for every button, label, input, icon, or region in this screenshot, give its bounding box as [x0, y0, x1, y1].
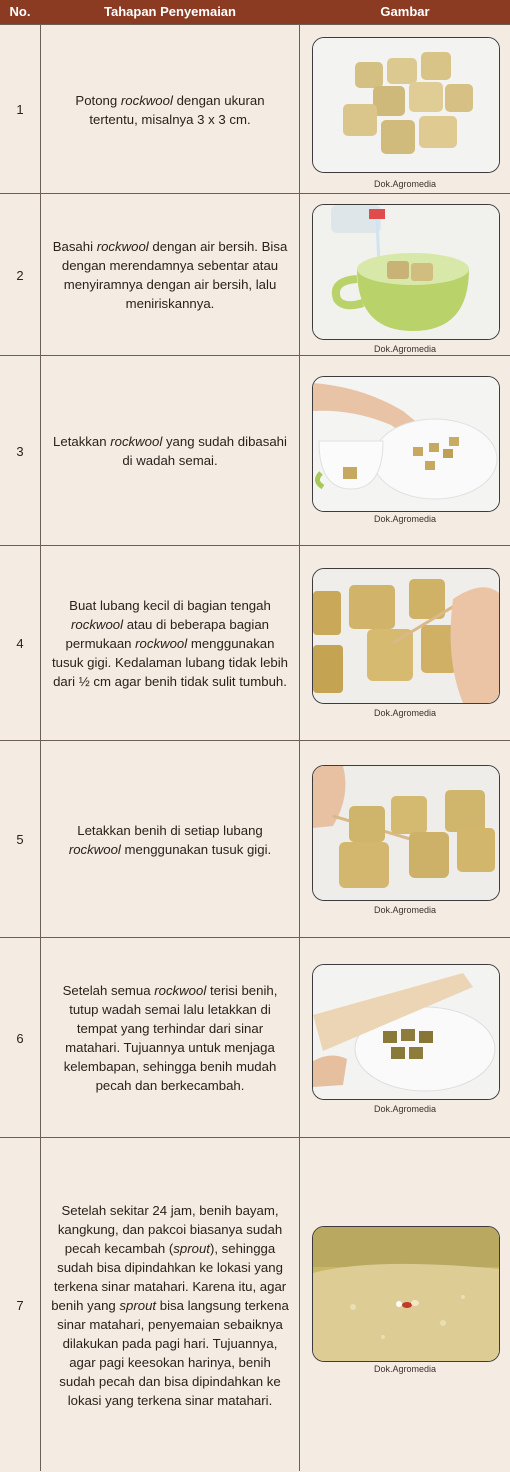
table-row — [0, 545, 510, 741]
step-description: Letakkan benih di setiap lubang rockwool menggunakan tusuk gigi. — [68, 822, 272, 857]
step-number: 3 — [16, 443, 24, 459]
italic-term: sprout — [173, 1240, 210, 1256]
step-number: 7 — [16, 1297, 24, 1313]
step-description: Setelah semua rockwool terisi benih, tutup wadah semai lalu letakkan di tempat yang terhindar dari sinar matahari. Tujuannya untuk menjaga kelembapan, sehingga benih mudah pecah dan berkecambah. — [62, 983, 278, 1093]
photo-credit: Dok.Agromedia — [373, 514, 437, 524]
toothpick-hole-photo — [312, 568, 500, 704]
step-number: 1 — [16, 102, 24, 117]
seed-placing-photo — [312, 765, 500, 901]
italic-term: rockwool — [71, 617, 124, 632]
step-number: 6 — [16, 1030, 24, 1046]
step-image-cell — [300, 938, 510, 1138]
step-number: 2 — [16, 267, 24, 283]
table-row — [0, 355, 510, 546]
step-number: 4 — [16, 636, 24, 651]
sprout-closeup-photo — [312, 1226, 500, 1362]
step-image-cell — [300, 194, 510, 356]
photo-credit: Dok.Agromedia — [373, 905, 437, 915]
step-description: Potong rockwool dengan ukuran tertentu, misalnya 3 x 3 cm. — [75, 92, 265, 127]
italic-term: rockwool — [120, 92, 173, 108]
italic-term: sprout — [119, 1297, 157, 1313]
step-image-cell — [300, 741, 510, 938]
photo-credit: Dok.Agromedia — [373, 1104, 437, 1114]
rockwool-cubes-photo — [312, 37, 500, 173]
header-image: Gambar — [380, 4, 430, 19]
step-image-cell — [300, 546, 510, 741]
italic-term: rockwool — [135, 636, 188, 651]
step-image-cell — [300, 25, 510, 194]
italic-term: rockwool — [68, 841, 121, 857]
step-number: 5 — [16, 832, 24, 847]
photo-credit: Dok.Agromedia — [373, 179, 437, 189]
table-row — [0, 740, 510, 938]
italic-term: rockwool — [110, 434, 163, 449]
step-description: Setelah sekitar 24 jam, benih bayam, kangkung, dan pakcoi biasanya sudah pecah kecambah (sprout), sehingga sudah bisa dipindahkan ke lokasi yang terkena sinar matahari. Karena itu, agar benih yang sprout bisa langsung terkena sinar matahari, penyemaian sebaiknya dilakukan pada pagi hari. Tujuannya, agar pagi keesokan harinya, benih sudah pecah dan bisa dipindahkan ke lokasi yang terkena sinar matahari. — [51, 1202, 289, 1408]
photo-credit: Dok.Agromedia — [373, 1364, 437, 1374]
table-row — [0, 937, 510, 1138]
header-step: Tahapan Penyemaian — [104, 4, 236, 19]
table-row — [0, 1137, 510, 1472]
placing-on-plate-photo — [312, 376, 500, 512]
table-row — [0, 24, 510, 194]
table-row — [0, 193, 510, 356]
watering-cup-photo — [312, 204, 500, 340]
photo-credit: Dok.Agromedia — [373, 344, 437, 354]
table-header — [0, 0, 510, 24]
step-description: Letakkan rockwool yang sudah dibasahi di wadah semai. — [53, 434, 287, 468]
italic-term: rockwool — [154, 983, 207, 998]
step-description: Buat lubang kecil di bagian tengah rockwool atau di beberapa bagian permukaan rockwool menggunakan tusuk gigi. Kedalaman lubang tidak lebih dari ½ cm agar benih tidak sulit tumbuh. — [51, 598, 289, 689]
covered-plate-photo — [312, 964, 500, 1100]
photo-credit: Dok.Agromedia — [373, 708, 437, 718]
header-no: No. — [9, 4, 31, 19]
italic-term: rockwool — [96, 239, 149, 254]
step-image-cell — [300, 1138, 510, 1472]
step-description: Basahi rockwool dengan air bersih. Bisa dengan merendamnya sebentar atau menyiramnya dengan air bersih, lalu meniriskannya. — [52, 239, 288, 311]
step-image-cell — [300, 356, 510, 546]
